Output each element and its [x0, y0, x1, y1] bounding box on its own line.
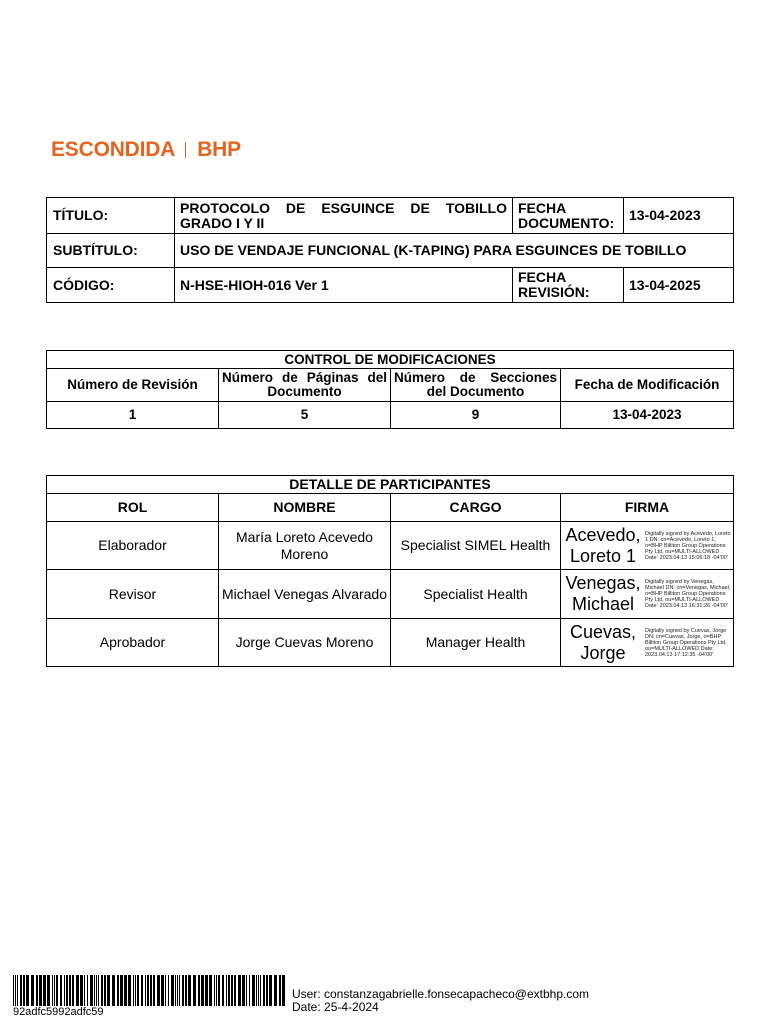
barcode-bar — [231, 975, 233, 1006]
download-date: Date: 25-4-2024 — [292, 1000, 379, 1014]
control-header-revision: Número de Revisión — [47, 369, 219, 402]
control-cell-fecha: 13-04-2023 — [561, 402, 734, 429]
barcode-bar — [226, 975, 227, 1006]
barcode-bar — [193, 975, 196, 1006]
barcode-bar — [31, 975, 34, 1006]
control-cell-secciones: 9 — [391, 402, 561, 429]
rol-cell: Revisor — [47, 570, 219, 619]
cargo-cell: Manager Health — [391, 619, 561, 667]
barcode-bar — [23, 975, 25, 1006]
barcode-bar — [168, 975, 169, 1006]
nombre-cell: Jorge Cuevas Moreno — [219, 619, 391, 667]
participantes-header-cargo: CARGO — [391, 494, 561, 522]
barcode-bar — [274, 975, 277, 1006]
fecha-documento-label: FECHA DOCUMENTO: — [513, 198, 624, 234]
cargo-cell: Specialist SIMEL Health — [391, 522, 561, 570]
barcode-bar — [252, 975, 255, 1006]
barcode-bar — [266, 975, 268, 1006]
subtitulo-value: USO DE VENDAJE FUNCIONAL (K-TAPING) PARA ESGUINCES DE TOBILLO — [175, 234, 734, 268]
fecha-revision-value: 13-04-2025 — [624, 268, 734, 303]
barcode-text: 92adfc5992adfc59 — [13, 1006, 104, 1018]
barcode-bar — [205, 975, 208, 1006]
signature-name: Venegas, Michael — [565, 573, 641, 614]
signature-detail: Digitally signed by Acevedo, Loreto 1 DN: cn=Acevedo, Loreto 1, o=BHP Billiton Group Operations Pty Ltd, ou=MULTI-ALLOWED Date: 2023.04.13 15:06:18 -04'00' — [645, 530, 731, 561]
nombre-cell: María Loreto Acevedo Moreno — [219, 522, 391, 570]
codigo-label: CÓDIGO: — [47, 268, 175, 303]
barcode-bar — [145, 975, 146, 1006]
barcode-bar — [69, 975, 71, 1006]
logo-divider — [185, 142, 186, 158]
barcode-bar — [282, 975, 285, 1006]
barcode-bar — [90, 975, 93, 1006]
barcode-bar — [201, 975, 204, 1006]
barcode-bar — [54, 975, 55, 1006]
barcode-bar — [175, 975, 176, 1006]
barcode-bar — [117, 975, 119, 1006]
barcode-bar — [15, 975, 16, 1006]
barcode-bar — [161, 975, 164, 1006]
cargo-cell: Specialist Health — [391, 570, 561, 619]
digital-signature — [561, 525, 733, 567]
barcode-bar — [39, 975, 42, 1006]
barcode-bar — [133, 975, 134, 1006]
control-header-paginas: Número de Páginas del Documento — [219, 369, 391, 402]
barcode-bar — [249, 975, 250, 1006]
control-modificaciones-table — [46, 350, 734, 429]
barcode-bar — [171, 975, 174, 1006]
barcode-bar — [188, 975, 191, 1006]
signature-name: Acevedo, Loreto 1 — [565, 524, 641, 566]
fecha-documento-value: 13-04-2023 — [624, 198, 734, 234]
codigo-value: N-HSE-HIOH-016 Ver 1 — [175, 268, 513, 303]
barcode-bar — [246, 975, 247, 1006]
barcode-bar — [13, 975, 14, 1006]
barcode-bar — [137, 975, 139, 1006]
barcode-bar — [269, 975, 272, 1006]
barcode-bar — [66, 975, 68, 1006]
barcode-bar — [56, 975, 58, 1006]
barcode-bar — [96, 975, 97, 1006]
escondida-bhp-logo — [51, 137, 241, 163]
table-row — [47, 570, 734, 619]
barcode-bar — [52, 975, 53, 1006]
table-row — [47, 522, 734, 570]
barcode-bar — [98, 975, 99, 1006]
barcode-bar — [80, 975, 83, 1006]
logo-escondida-text: ESCONDIDA — [51, 138, 176, 161]
barcode-bar — [47, 975, 50, 1006]
download-stamp — [292, 988, 589, 1014]
document-header-table — [46, 197, 734, 303]
rol-cell: Aprobador — [47, 619, 219, 667]
barcode-bar — [177, 975, 178, 1006]
participantes-header-firma: FIRMA — [561, 494, 734, 522]
barcode-bar — [179, 975, 180, 1006]
barcode-bar — [216, 975, 217, 1006]
barcode-bar — [263, 975, 265, 1006]
barcode-bar — [26, 975, 29, 1006]
barcode-bar — [218, 975, 220, 1006]
barcode-bar — [185, 975, 187, 1006]
subtitulo-label: SUBTÍTULO: — [47, 234, 175, 268]
barcode-bar — [258, 975, 259, 1006]
barcode-bar — [256, 975, 257, 1006]
firma-cell — [561, 570, 734, 619]
logo-bhp-text: BHP — [197, 138, 241, 161]
signature-detail: Digitally signed by Venegas, Michael DN: cn=Venegas, Michael, o=BHP Billiton Group Operations Pty Ltd, ou=MULTI-ALLOWED Date: 2023.04.13 16:31:26 -04'00' — [645, 579, 731, 609]
barcode-bar — [135, 975, 136, 1006]
barcode-bar — [234, 975, 236, 1006]
barcode-bar — [198, 975, 200, 1006]
barcode-bar — [84, 975, 85, 1006]
fecha-revision-label: FECHA REVISIÓN: — [513, 268, 624, 303]
barcode-bar — [279, 975, 281, 1006]
barcode-bar — [72, 975, 74, 1006]
barcode-image — [13, 975, 285, 1006]
barcode-bar — [124, 975, 127, 1006]
rol-cell: Elaborador — [47, 522, 219, 570]
barcode-bar — [147, 975, 149, 1006]
barcode-bar — [87, 975, 88, 1006]
nombre-cell: Michael Venegas Alvarado — [219, 570, 391, 619]
barcode-bar — [141, 975, 143, 1006]
barcode-bar — [36, 975, 38, 1006]
barcode-bar — [182, 975, 184, 1006]
barcode-bar — [94, 975, 95, 1006]
barcode-bar — [107, 975, 110, 1006]
barcode-bar — [43, 975, 46, 1006]
signature-detail: Digitally signed by Cuevas, Jorge DN: cn=Cuevas, Jorge, o=BHP Billiton Group Operations Pty Ltd, ou=MULTI-ALLOWED Date: 2023.04.13 17:12:35 -04'00' — [645, 627, 727, 658]
participantes-title: DETALLE DE PARTICIPANTES — [47, 476, 734, 494]
table-row — [47, 619, 734, 667]
barcode-bar — [104, 975, 106, 1006]
barcode-bar — [157, 975, 160, 1006]
titulo-label: TÍTULO: — [47, 198, 175, 234]
signature-name: Cuevas, Jorge — [569, 621, 637, 663]
barcode-bar — [260, 975, 261, 1006]
barcode-bar — [60, 975, 62, 1006]
barcode-bar — [165, 975, 166, 1006]
barcode-bar — [242, 975, 245, 1006]
control-cell-revision: 1 — [47, 402, 219, 429]
barcode-bar — [238, 975, 241, 1006]
digital-signature — [561, 573, 733, 615]
barcode-bar — [228, 975, 230, 1006]
barcode-bar — [76, 975, 79, 1006]
barcode-bar — [209, 975, 212, 1006]
participantes-header-rol: ROL — [47, 494, 219, 522]
barcode-bar — [112, 975, 115, 1006]
control-title: CONTROL DE MODIFICACIONES — [47, 351, 734, 369]
barcode-bar — [214, 975, 215, 1006]
barcode-bar — [17, 975, 18, 1006]
titulo-value: PROTOCOLO DE ESGUINCE DE TOBILLO GRADO I Y II — [175, 198, 513, 234]
control-header-secciones: Número de Secciones del Documento — [391, 369, 561, 402]
user-email: User: constanzagabrielle.fonsecapacheco@extbhp.com — [292, 987, 590, 1001]
barcode-bar — [64, 975, 65, 1006]
barcode-bar — [20, 975, 22, 1006]
digital-signature — [561, 622, 733, 664]
firma-cell — [561, 619, 734, 667]
barcode-bar — [128, 975, 131, 1006]
control-header-fecha: Fecha de Modificación — [561, 369, 734, 402]
participantes-header-nombre: NOMBRE — [219, 494, 391, 522]
barcode-bar — [153, 975, 155, 1006]
barcode-bar — [101, 975, 103, 1006]
barcode-bar — [222, 975, 224, 1006]
control-cell-paginas: 5 — [219, 402, 391, 429]
participantes-table — [46, 475, 734, 667]
barcode-bar — [150, 975, 152, 1006]
firma-cell — [561, 522, 734, 570]
barcode-bar — [120, 975, 123, 1006]
